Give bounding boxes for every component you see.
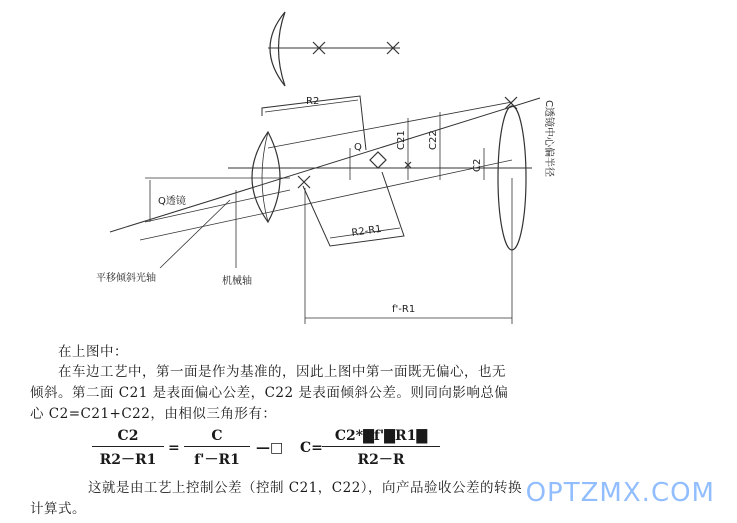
arrow-symbol: —□ xyxy=(256,440,284,456)
upper-ray xyxy=(268,102,512,148)
fraction-3-denominator: R2－R xyxy=(357,452,405,468)
fraction-1-denominator: R2－R1 xyxy=(99,452,157,468)
text-line-4: 心 C2=C21+C22，由相似三角形有： xyxy=(30,406,277,422)
lower-ray xyxy=(140,160,512,240)
label-f-r1: f'-R1 xyxy=(392,304,416,315)
top-meniscus-lens xyxy=(270,12,285,86)
fraction-2-denominator: f'－R1 xyxy=(194,452,240,468)
label-mech-axis: 机械轴 xyxy=(222,276,252,287)
label-tilted-axis: 平移倾斜光轴 xyxy=(96,273,156,284)
center-cross xyxy=(298,176,310,188)
text-line-5: 这就是由工艺上控制公差（控制 C21，C22），向产品验收公差的转换 xyxy=(88,480,523,496)
fraction-2-numerator: C xyxy=(184,428,250,447)
text-line-2: 在车边工艺中，第一面是作为基准的，因此上图中第一面既无偏心，也无 xyxy=(58,364,506,380)
fraction-result xyxy=(322,428,440,469)
text-line-1: 在上图中： xyxy=(58,344,128,360)
label-c22: C22 xyxy=(428,130,439,150)
label-c21: C21 xyxy=(396,130,407,150)
main-meniscus-lens xyxy=(252,132,280,222)
equals-sign: = xyxy=(168,440,180,456)
fraction-3-numerator: C2*▇f'▇R1▇ xyxy=(322,428,440,447)
label-r2: R2 xyxy=(306,96,320,107)
label-q: Q xyxy=(354,142,362,153)
fraction-c2-over-r2r1 xyxy=(92,428,164,469)
tilted-axis-leader xyxy=(160,200,230,268)
label-q-lens: Q透镜 xyxy=(158,196,186,207)
watermark: OPTZMX.COM xyxy=(525,478,715,508)
text-line-6: 计算式。 xyxy=(30,501,86,517)
fraction-1-numerator: C2 xyxy=(92,428,164,447)
vertex-diamond xyxy=(370,152,386,168)
label-r2-r1: R2-R1 xyxy=(350,223,383,239)
c-equals: C= xyxy=(300,440,323,456)
label-c-lens-radius: C透镜中心偏半径 xyxy=(543,100,554,177)
fraction-c-over-f xyxy=(184,428,250,469)
label-c2: C2 xyxy=(472,158,483,172)
text-line-3: 倾斜。第二面 C21 是表面偏心公差，C22 是表面倾斜公差。则同向影响总偏 xyxy=(30,385,509,401)
